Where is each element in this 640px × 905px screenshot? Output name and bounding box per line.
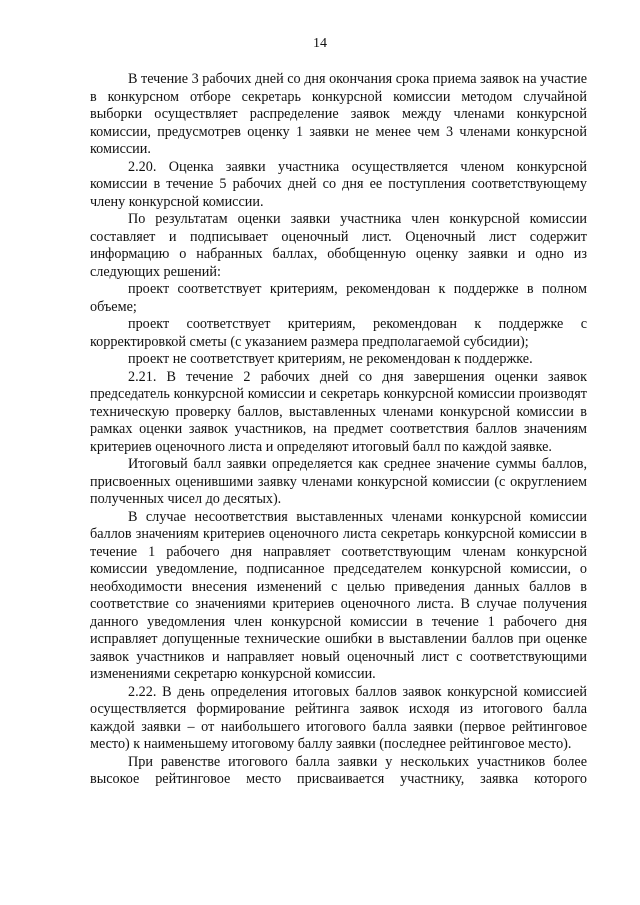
- paragraph-mismatch: В случае несоответствия выставленных членами конкурсной комиссии баллов значениям критериев оценочного листа секретарь конкурсной комиссии в течение 1 рабочего дня направляет соответствующим членам конкурсной комиссии уведомление, подписанное председателем конкурсной комиссии, о необходимости внесения изменений с целью приведения данных баллов в соответствие со значениями критериев оценочного листа. В случае получения данного уведомления член конкурсной комиссии в течение 1 рабочего дня исправляет допущенные технические ошибки в выставлении баллов при оценке заявок участников и направляет новый оценочный лист с соответствующими изменениями секретарю конкурсной комиссии.: [90, 508, 587, 682]
- paragraph-evaluation-sheet: По результатам оценки заявки участника член конкурсной комиссии составляет и подписывает оценочный лист. Оценочный лист содержит информацию о набранных баллах, обобщенную оценку заявки и одно из следующих решений:: [90, 211, 587, 280]
- paragraph-distribution: В течение 3 рабочих дней со дня окончания срока приема заявок на участие в конкурсном отборе секретарь конкурсной комиссии методом случайной выборки осуществляет распределение заявок между членами конкурсной комиссии, предусмотрев оценку 1 заявки не менее чем 3 членами конкурсной комиссии.: [90, 71, 587, 157]
- decision-option-adjusted: проект соответствует критериям, рекомендован к поддержке с корректировкой сметы (с указанием размера предполагаемой субсидии);: [90, 316, 587, 350]
- page-number: 14: [313, 36, 327, 51]
- paragraph-2-21: 2.21. В течение 2 рабочих дней со дня завершения оценки заявок председатель конкурсной комиссии и секретарь конкурсной комиссии производят техническую проверку баллов, выставленных членами конкурсной комиссии в рамках оценки заявок участников, на предмет соответствия баллов значениям критериев оценочного листа и определяют итоговый балл по каждой заявке.: [90, 368, 587, 455]
- paragraph-tie-break: При равенстве итогового балла заявки у нескольких участников более высокое рейтинговое место присваивается участнику, заявка которого: [90, 753, 587, 787]
- decision-option-full: проект соответствует критериям, рекомендован к поддержке в полном объеме;: [90, 281, 587, 315]
- decision-option-rejected: проект не соответствует критериям, не рекомендован к поддержке.: [128, 351, 533, 367]
- paragraph-final-score: Итоговый балл заявки определяется как среднее значение суммы баллов, присвоенных оценившими заявку членами конкурсной комиссии (с округлением полученных чисел до десятых).: [90, 456, 587, 507]
- document-body: [90, 71, 587, 789]
- paragraph-2-20: 2.20. Оценка заявки участника осуществляется членом конкурсной комиссии в течение 5 рабочих дней со дня ее поступления соответствующему члену конкурсной комиссии.: [90, 158, 587, 210]
- paragraph-2-22: 2.22. В день определения итоговых баллов заявок конкурсной комиссией осуществляется формирование рейтинга заявок исходя из итогового балла каждой заявки – от наибольшего итогового балла заявки (первое рейтинговое место) к наименьшему итоговому баллу заявки (последнее рейтинговое место).: [90, 683, 587, 752]
